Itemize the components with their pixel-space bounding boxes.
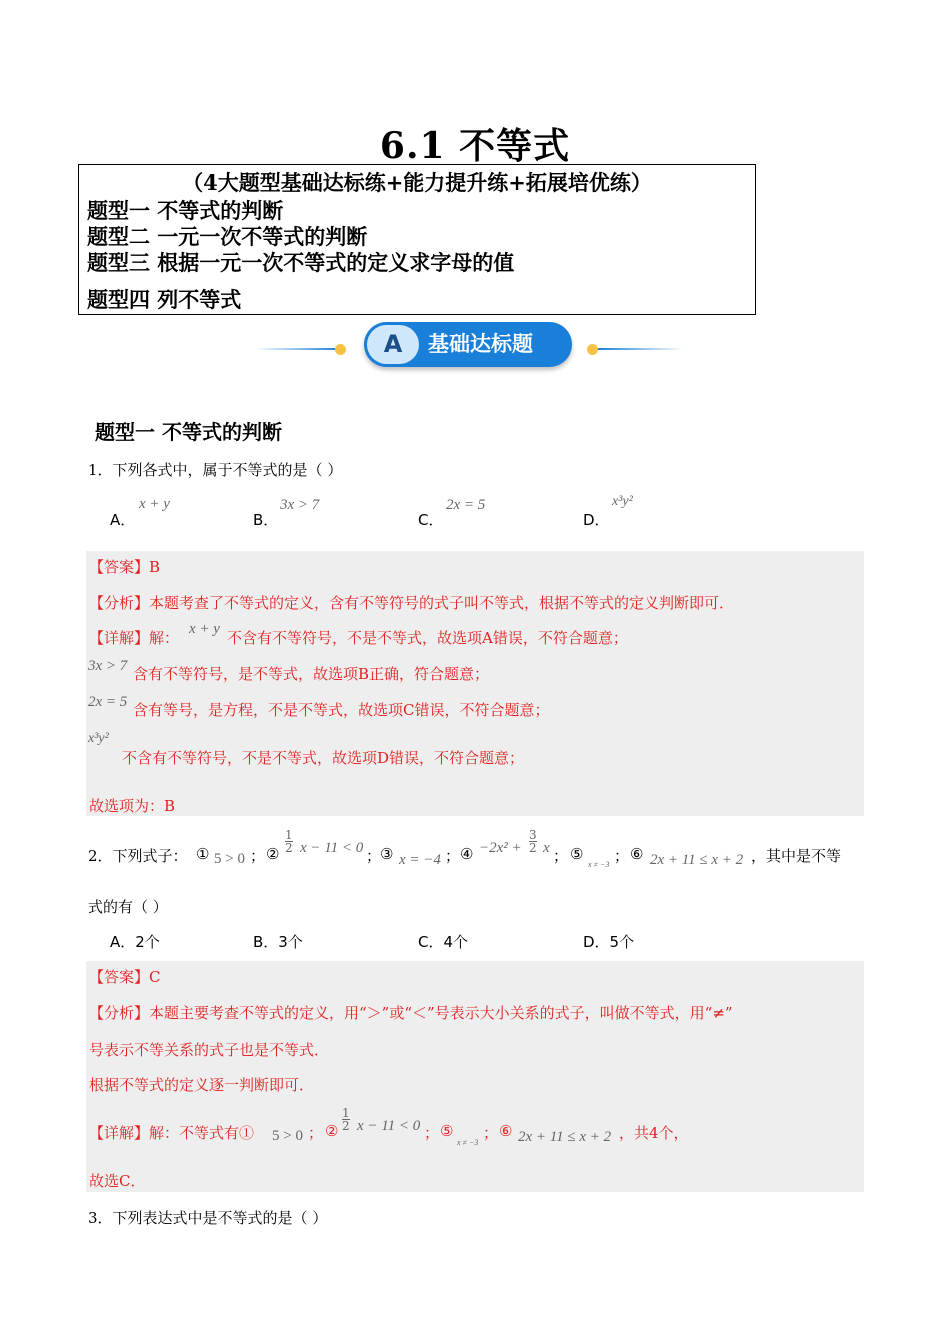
frac-num: 1 bbox=[342, 1106, 350, 1120]
frac-num: 1 bbox=[285, 828, 293, 842]
frac-den: 2 bbox=[285, 841, 293, 855]
q2-item-sep: ； bbox=[250, 847, 266, 865]
q2-item-mark: ⑤ bbox=[570, 845, 584, 863]
q2-detail-suffix: ，共4个， bbox=[619, 1124, 689, 1142]
q1-option-c-expr: 2x = 5 bbox=[446, 497, 486, 513]
toc-subtitle: （4大题型基础达标练+能力提升练+拓展培优练） bbox=[182, 170, 652, 195]
q1-option-b-expr: 3x > 7 bbox=[280, 497, 320, 513]
q2-item-mark: ④ bbox=[460, 845, 474, 863]
q2-item-sep: ； bbox=[553, 847, 569, 865]
q2-item-expr: x ≠ −3 bbox=[588, 860, 610, 869]
q1-stem: 1．下列各式中，属于不等式的是（ ） bbox=[88, 461, 343, 479]
q1-option-a-expr: x + y bbox=[139, 496, 170, 512]
banner-dot-left bbox=[335, 344, 346, 355]
section-banner bbox=[364, 322, 572, 367]
q2-item-expr: x = −4 bbox=[399, 852, 441, 868]
q2-option-c: C．4个 bbox=[418, 933, 469, 951]
q2-option-d: D．5个 bbox=[583, 933, 635, 951]
q2-item-sep: ； bbox=[445, 847, 461, 865]
q2-detail-expr: 2x + 11 ≤ x + 2 bbox=[518, 1129, 612, 1145]
q2-detail-expr: x ≠ −3 bbox=[457, 1138, 479, 1147]
toc-box bbox=[78, 164, 756, 315]
q2-detail-mark: ⑤ bbox=[440, 1122, 454, 1140]
q2-detail-fraction bbox=[342, 1107, 350, 1132]
q2-analysis: 号表示不等关系的式子也是不等式． bbox=[89, 1041, 330, 1059]
banner-text: 基础达标题 bbox=[428, 332, 533, 356]
q1-answer-box bbox=[86, 551, 864, 816]
q1-detail-expr: x + y bbox=[189, 621, 220, 637]
q2-frac-var: x bbox=[543, 840, 550, 856]
q2-item-expr: −2x² + bbox=[479, 840, 522, 856]
q2-stem-prefix: 2．下列式子： bbox=[88, 847, 188, 865]
q2-stem-cont: 式的有（ ） bbox=[88, 898, 168, 916]
banner-dot-right bbox=[587, 344, 598, 355]
q2-analysis: 【分析】本题主要考查不等式的定义，用“＞”或“＜”号表示大小关系的式子，叫做不等式，用“≠” bbox=[89, 1004, 733, 1022]
page-title: 6.1 不等式 bbox=[379, 125, 571, 167]
toc-item: 题型二 一元一次不等式的判断 bbox=[87, 224, 368, 249]
q1-option-d-label: D． bbox=[583, 511, 610, 529]
toc-item: 题型四 列不等式 bbox=[87, 287, 242, 312]
q2-fraction-three-halves bbox=[529, 829, 537, 854]
q1-detail-text: 不含有不等符号，不是不等式，故选项A错误，不符合题意； bbox=[227, 629, 628, 647]
q2-fraction-half bbox=[285, 829, 293, 854]
q1-detail-text: 含有等号，是方程，不是不等式，故选项C错误，不符合题意； bbox=[133, 701, 550, 719]
q2-conclusion: 故选C． bbox=[89, 1172, 146, 1190]
q2-item-sep: ， bbox=[751, 847, 767, 865]
q2-stem-suffix: 其中是不等 bbox=[766, 847, 842, 865]
q1-option-b-label: B． bbox=[253, 511, 279, 529]
q2-option-b: B．3个 bbox=[253, 933, 303, 951]
q2-detail-expr: x − 11 < 0 bbox=[357, 1118, 421, 1134]
toc-item: 题型一 不等式的判断 bbox=[87, 198, 284, 223]
q2-item-sep: ； bbox=[614, 847, 630, 865]
q2-item-mark: ③ bbox=[380, 845, 394, 863]
q1-detail-prefix: 【详解】解： bbox=[89, 629, 180, 647]
q1-detail-text: 不含有不等符号，不是不等式，故选项D错误，不符合题意； bbox=[122, 749, 525, 767]
frac-den: 2 bbox=[342, 1119, 350, 1133]
q2-detail-sep: ； bbox=[483, 1124, 499, 1142]
q2-item-expr: 2x + 11 ≤ x + 2 bbox=[650, 852, 744, 868]
q2-item-mark: ⑥ bbox=[630, 845, 644, 863]
q2-detail-expr: 5 > 0 bbox=[272, 1128, 303, 1144]
banner-line-left bbox=[255, 348, 340, 350]
q1-detail-expr: x³y² bbox=[88, 731, 109, 746]
q2-item-sep: ； bbox=[366, 847, 382, 865]
q2-detail-sep: ； bbox=[308, 1124, 324, 1142]
q1-answer: 【答案】B bbox=[89, 558, 161, 576]
section-title: 题型一 不等式的判断 bbox=[95, 420, 282, 444]
q2-item-expr: 5 > 0 bbox=[214, 851, 245, 867]
q2-detail-sep: ； bbox=[424, 1124, 440, 1142]
q2-item-mark: ① bbox=[196, 845, 210, 863]
q1-analysis: 【分析】本题考查了不等式的定义，含有不等符号的式子叫不等式，根据不等式的定义判断即可． bbox=[89, 594, 735, 612]
q2-item-expr: x − 11 < 0 bbox=[300, 840, 364, 856]
q2-detail-mark: ② bbox=[325, 1122, 339, 1140]
q2-analysis: 根据不等式的定义逐一判断即可． bbox=[89, 1076, 315, 1094]
q2-item-mark: ② bbox=[266, 845, 280, 863]
banner-letter: A bbox=[367, 325, 419, 364]
q2-option-a: A．2个 bbox=[110, 933, 160, 951]
q1-detail-expr: 3x > 7 bbox=[88, 658, 128, 674]
q2-answer-box bbox=[86, 961, 864, 1192]
q3-stem: 3．下列表达式中是不等式的是（ ） bbox=[88, 1209, 328, 1227]
frac-num: 3 bbox=[529, 828, 537, 842]
q1-option-c-label: C． bbox=[418, 511, 444, 529]
q1-detail-expr: 2x = 5 bbox=[88, 694, 128, 710]
q2-answer: 【答案】C bbox=[89, 968, 161, 986]
q1-conclusion: 故选项为：B bbox=[89, 797, 176, 815]
q2-detail-prefix: 【详解】解：不等式有① bbox=[89, 1124, 255, 1142]
toc-item: 题型三 根据一元一次不等式的定义求字母的值 bbox=[87, 250, 515, 275]
q1-option-a-label: A． bbox=[110, 511, 136, 529]
q1-option-d-expr: x³y² bbox=[612, 494, 633, 509]
frac-den: 2 bbox=[529, 841, 537, 855]
q2-detail-mark: ⑥ bbox=[499, 1122, 513, 1140]
banner-line-right bbox=[598, 348, 683, 350]
q1-detail-text: 含有不等符号，是不等式，故选项B正确，符合题意； bbox=[133, 665, 490, 683]
